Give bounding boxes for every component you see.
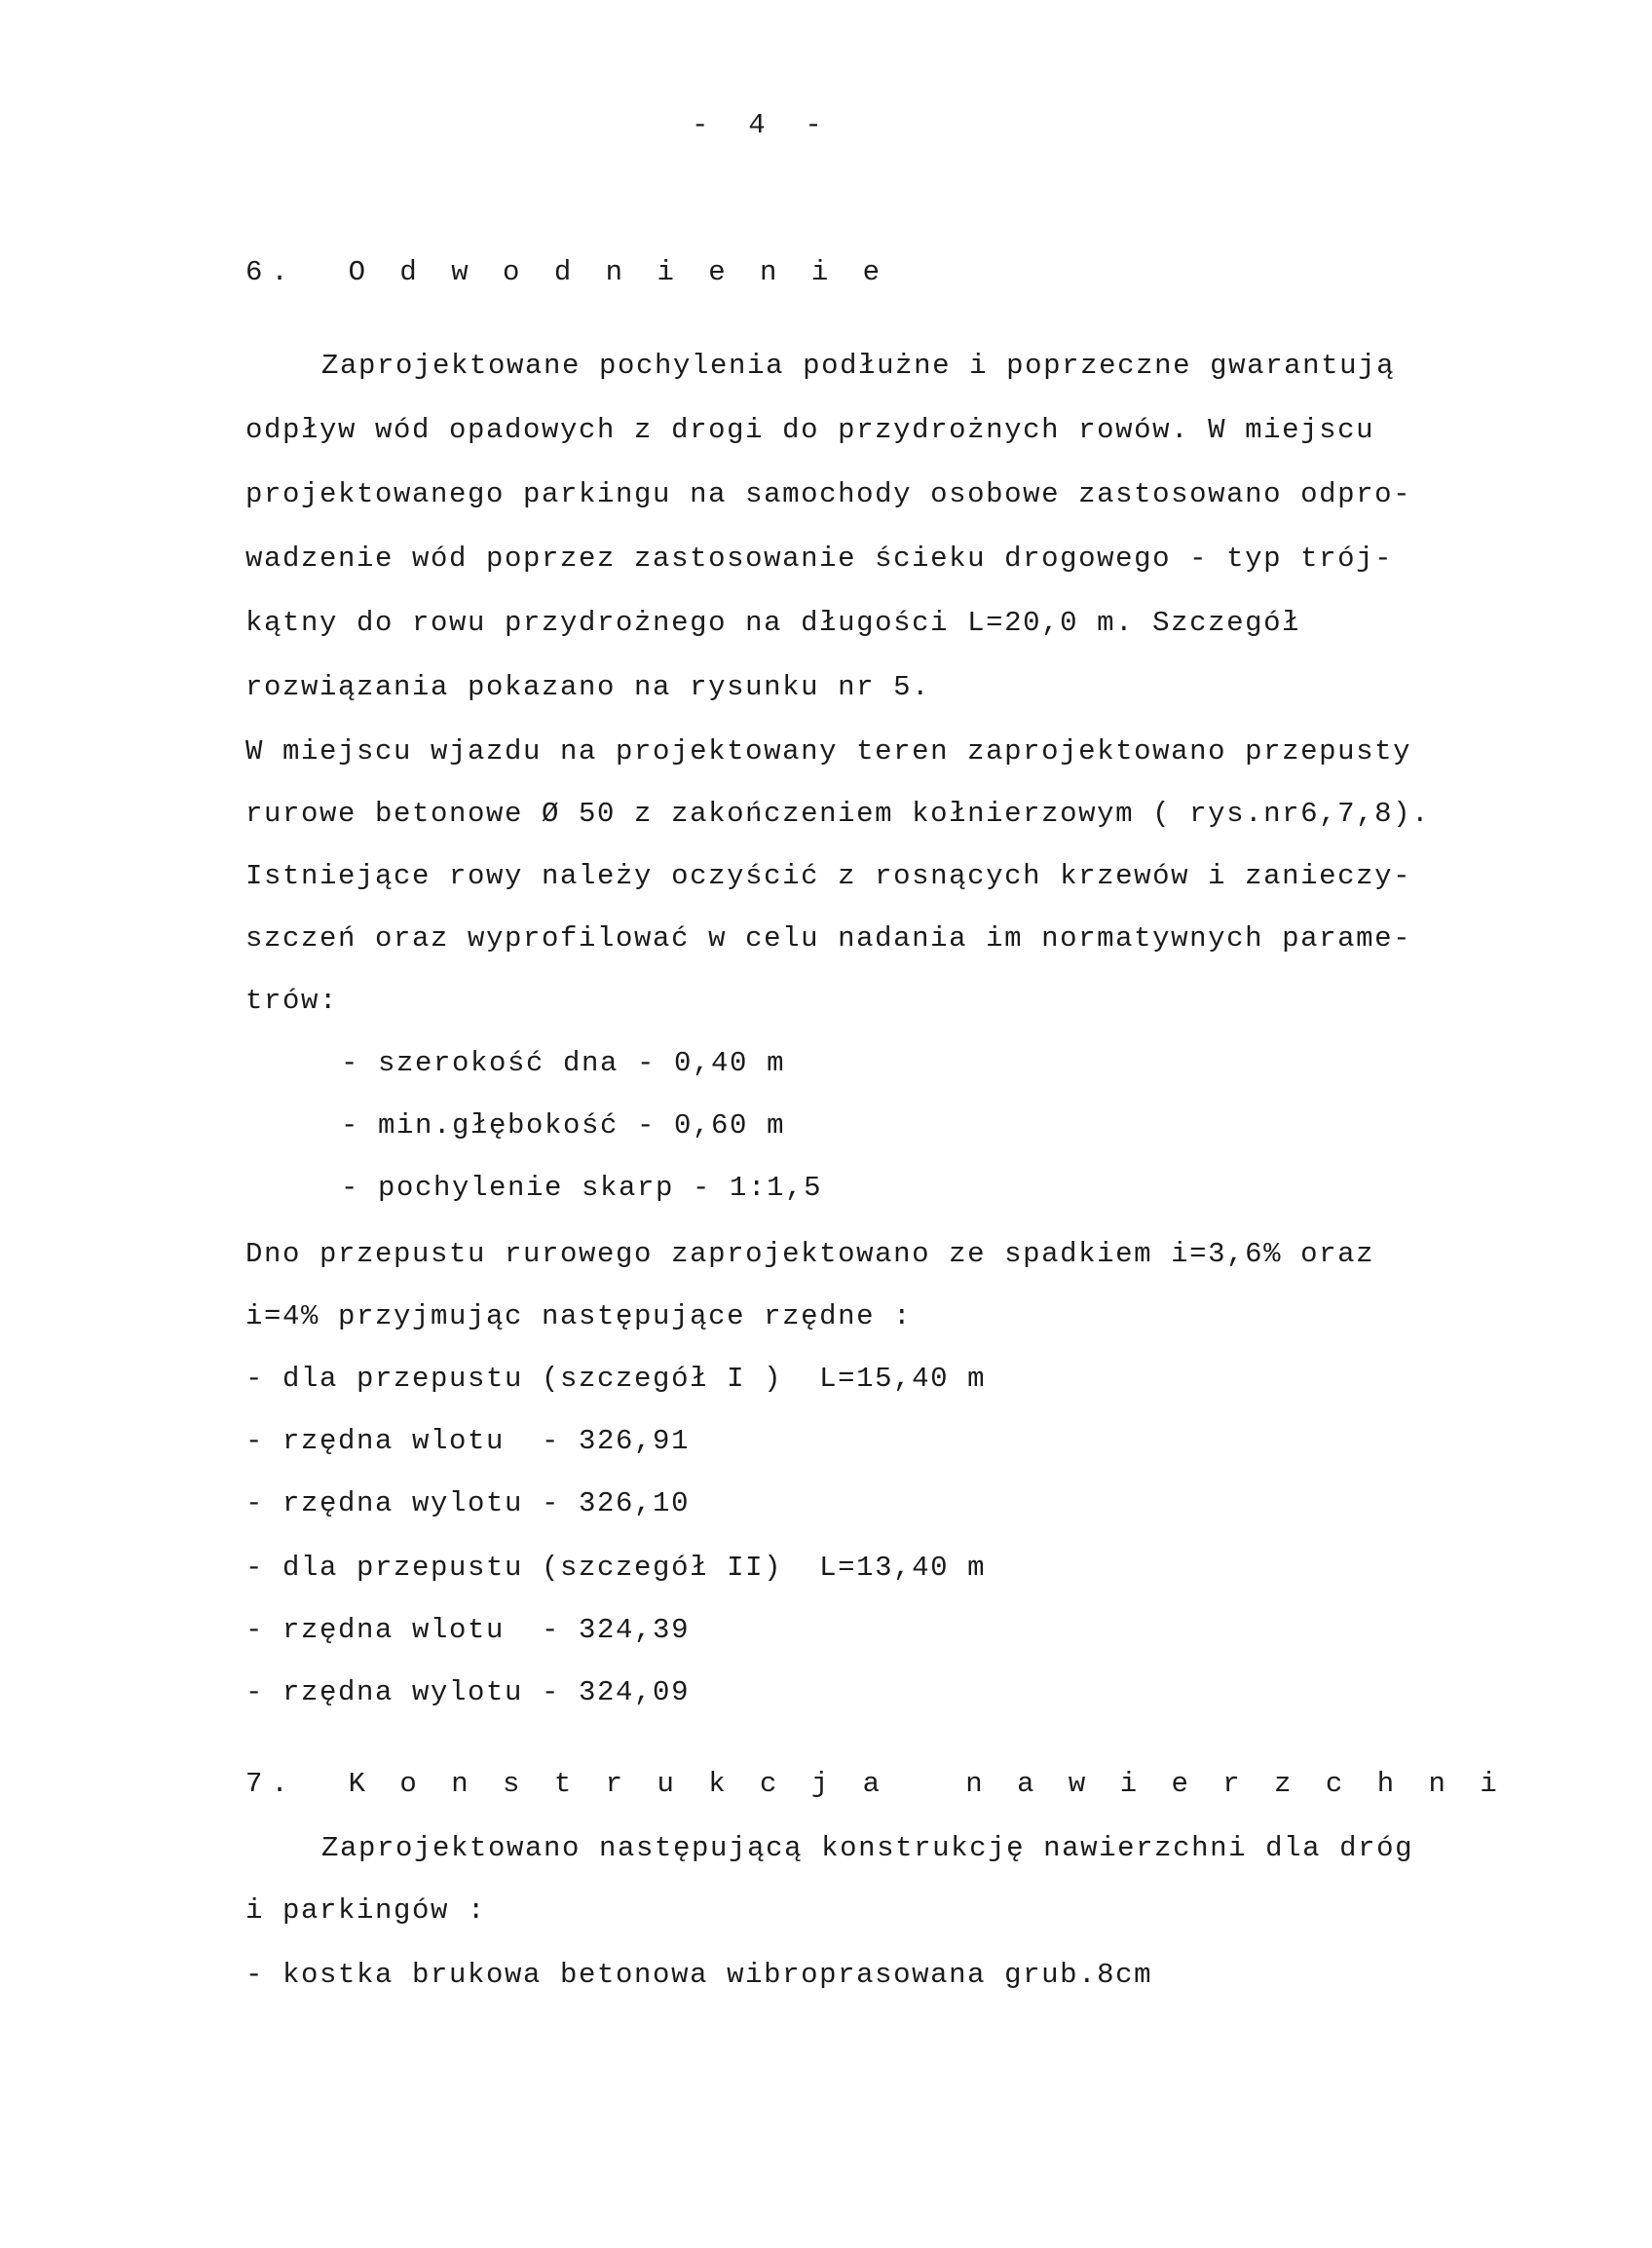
paragraph-line: i parkingów : (245, 1894, 487, 1927)
paragraph-line: rurowe betonowe Ø 50 z zakończeniem kołnierzowym ( rys.nr6,7,8). (245, 798, 1431, 830)
culvert-list-item: - rzędna wlotu - 326,91 (245, 1425, 691, 1457)
pavement-layer-item: - kostka brukowa betonowa wibroprasowana grub.8cm (245, 1959, 1153, 1991)
ditch-parameter-item: - pochylenie skarp - 1:1,5 (341, 1172, 823, 1204)
paragraph-line: W miejscu wjazdu na projektowany teren zaprojektowano przepusty (245, 735, 1412, 768)
page-number: - 4 - (692, 109, 824, 141)
paragraph-line: odpływ wód opadowych z drogi do przydrożnych rowów. W miejscu (245, 414, 1375, 446)
ditch-parameter-item: - min.głębokość - 0,60 m (341, 1109, 786, 1142)
paragraph-line: Zaprojektowane pochylenia podłużne i poprzeczne gwarantują (321, 350, 1396, 382)
paragraph-line: kątny do rowu przydrożnego na długości L=20,0 m. Szczegół (245, 607, 1301, 639)
culvert-list-item: - rzędna wylotu - 326,10 (245, 1487, 691, 1519)
paragraph-line: szczeń oraz wyprofilować w celu nadania im normatywnych parame- (245, 922, 1412, 955)
culvert-list-item: - dla przepustu (szczegół II) L=13,40 m (245, 1552, 987, 1584)
ditch-parameter-item: - szerokość dna - 0,40 m (341, 1047, 786, 1079)
paragraph-line: trów: (245, 985, 339, 1017)
paragraph-line: Zaprojektowano następującą konstrukcję nawierzchni dla dróg (321, 1832, 1414, 1864)
culvert-list-item: - rzędna wylotu - 324,09 (245, 1676, 691, 1708)
paragraph-line: projektowanego parkingu na samochody osobowe zastosowano odpro- (245, 478, 1412, 510)
paragraph-line: Dno przepustu rurowego zaprojektowano ze spadkiem i=3,6% oraz (245, 1238, 1375, 1270)
paragraph-line: Istniejące rowy należy oczyścić z rosnących krzewów i zanieczy- (245, 860, 1412, 892)
paragraph-line: wadzenie wód poprzez zastosowanie ścieku drogowego - typ trój- (245, 543, 1394, 575)
culvert-list-item: - rzędna wlotu - 324,39 (245, 1614, 691, 1646)
culvert-list-item: - dla przepustu (szczegół I ) L=15,40 m (245, 1363, 987, 1395)
paragraph-line: rozwiązania pokazano na rysunku nr 5. (245, 671, 931, 703)
paragraph-line: i=4% przyjmując następujące rzędne : (245, 1300, 913, 1332)
section-6-heading: 6. O d w o d n i e n i e (245, 256, 889, 288)
section-7-heading: 7. K o n s t r u k c j a n a w i e r z c h n i (245, 1768, 1506, 1800)
